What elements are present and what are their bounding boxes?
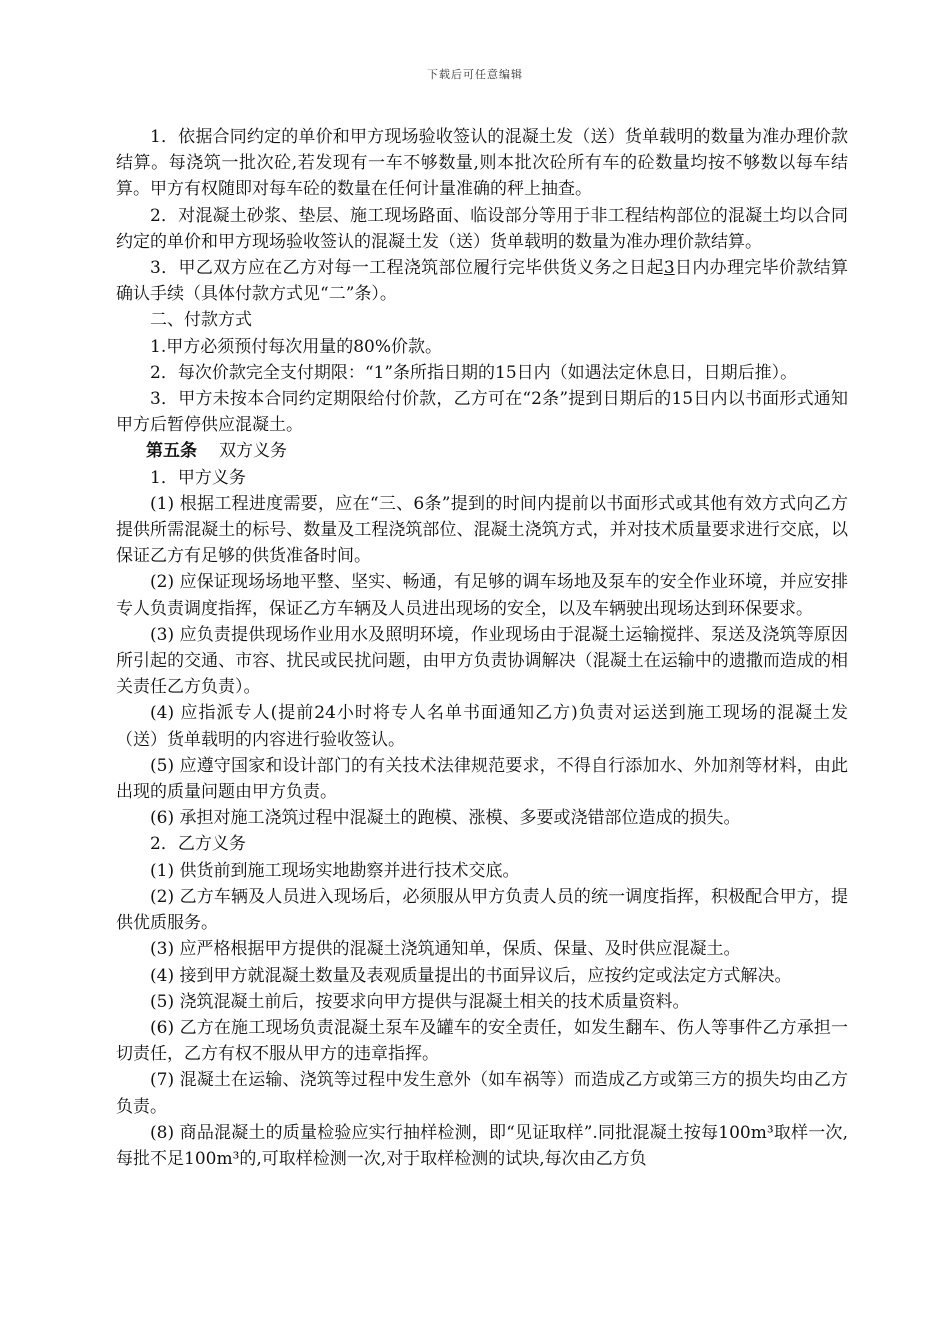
document-body bbox=[116, 124, 848, 1172]
party-b-duty-1: (1) 供货前到施工现场实地勘察并进行技术交底。 bbox=[150, 860, 520, 881]
header-note: 下载后可任意编辑 bbox=[427, 68, 523, 81]
heading-party-b-duties: 2．乙方义务 bbox=[150, 834, 246, 855]
paragraph-payment-3: 3．甲方未按本合同约定期限给付价款，乙方可在“2条”提到日期后的15日内以书面形式通知甲方后暂停供应混凝土。 bbox=[116, 389, 848, 436]
settlement-3-post: 日内办理完毕价款结算确认手续（具体付款方式见“二”条）。 bbox=[116, 258, 848, 305]
paragraph-settlement-2: 2．对混凝土砂浆、垫层、施工现场路面、临设部分等用于非工程结构部位的混凝土均以合同约定的单价和甲方现场验收签认的混凝土发（送）货单载明的数量为准办理价款结算。 bbox=[116, 205, 848, 252]
party-b-duty-6: (6) 乙方在施工现场负责混凝土泵车及罐车的安全责任，如发生翻车、伤人等事件乙方承担一切责任，乙方有权不服从甲方的违章指挥。 bbox=[116, 1017, 848, 1065]
party-a-duty-4: (4) 应指派专人(提前24小时将专人名单书面通知乙方)负责对运送到施工现场的混凝土发（送）货单载明的内容进行验收签认。 bbox=[116, 703, 848, 750]
section-title: 双方义务 bbox=[219, 441, 287, 462]
party-b-duty-2: (2) 乙方车辆及人员进入现场后，必须服从甲方负责人员的统一调度指挥，积极配合甲方，提供优质服务。 bbox=[116, 886, 848, 934]
heading-payment-method: 二、付款方式 bbox=[150, 310, 252, 331]
settlement-days-underlined: 3 bbox=[663, 258, 675, 279]
section-label: 第五条 bbox=[146, 441, 197, 462]
party-a-duty-6: (6) 承担对施工浇筑过程中混凝土的跑模、涨模、多要或浇错部位造成的损失。 bbox=[150, 808, 741, 829]
party-b-duty-8: (8) 商品混凝土的质量检验应实行抽样检测，即“见证取样”.同批混凝土按每100m³取样一次,每批不足100m³的,可取样检测一次,对于取样检测的试块,每次由乙方负 bbox=[116, 1122, 848, 1169]
paragraph-payment-2: 2．每次价款完全支付期限：“1”条所指日期的15日内（如遇法定休息日，日期后推）。 bbox=[150, 362, 798, 383]
party-b-duty-5: (5) 浇筑混凝土前后，按要求向甲方提供与混凝土相关的技术质量资料。 bbox=[150, 991, 690, 1012]
party-a-duty-5: (5) 应遵守国家和设计部门的有关技术法律规范要求，不得自行添加水、外加剂等材料，由此出现的质量问题由甲方负责。 bbox=[116, 755, 848, 803]
party-b-duty-4: (4) 接到甲方就混凝土数量及表观质量提出的书面异议后，应按约定或法定方式解决。 bbox=[150, 965, 792, 986]
party-b-duty-7: (7) 混凝土在运输、浇筑等过程中发生意外（如车祸等）而造成乙方或第三方的损失均由乙方负责。 bbox=[116, 1070, 848, 1117]
party-a-duty-2: (2) 应保证现场场地平整、坚实、畅通，有足够的调车场地及泵车的安全作业环境，并应安排专人负责调度指挥，保证乙方车辆及人员进出现场的安全，以及车辆驶出现场达到环保要求。 bbox=[116, 572, 848, 619]
party-b-duty-3: (3) 应严格根据甲方提供的混凝土浇筑通知单，保质、保量、及时供应混凝土。 bbox=[150, 939, 741, 960]
section-heading-article-5 bbox=[116, 438, 848, 464]
settlement-3-pre: 3．甲乙双方应在乙方对每一工程浇筑部位履行完毕供货义务之日起 bbox=[150, 258, 664, 279]
party-a-duty-1: (1) 根据工程进度需要，应在“三、6条”提到的时间内提前以书面形式或其他有效方式向乙方提供所需混凝土的标号、数量及工程浇筑部位、混凝土浇筑方式，并对技术质量要求进行交底，以保证乙方有足够的供货准备时间。 bbox=[116, 493, 848, 567]
paragraph-payment-1: 1.甲方必须预付每次用量的80%价款。 bbox=[150, 336, 443, 357]
heading-party-a-duties: 1．甲方义务 bbox=[150, 467, 246, 488]
paragraph-settlement-1: 1．依据合同约定的单价和甲方现场验收签认的混凝土发（送）货单载明的数量为准办理价款结算。每浇筑一批次砼,若发现有一车不够数量,则本批次砼所有车的砼数量均按不够数以每车结算。甲方有权随即对每车砼的数量在任何计量准确的秤上抽查。 bbox=[116, 127, 848, 200]
party-a-duty-3: (3) 应负责提供现场作业用水及照明环境，作业现场由于混凝土运输搅拌、泵送及浇筑等原因所引起的交通、市容、扰民或民扰问题，由甲方负责协调解决（混凝土在运输中的遗撒而造成的相关责任乙方负责）。 bbox=[116, 624, 848, 698]
paragraph-settlement-3 bbox=[116, 255, 848, 307]
